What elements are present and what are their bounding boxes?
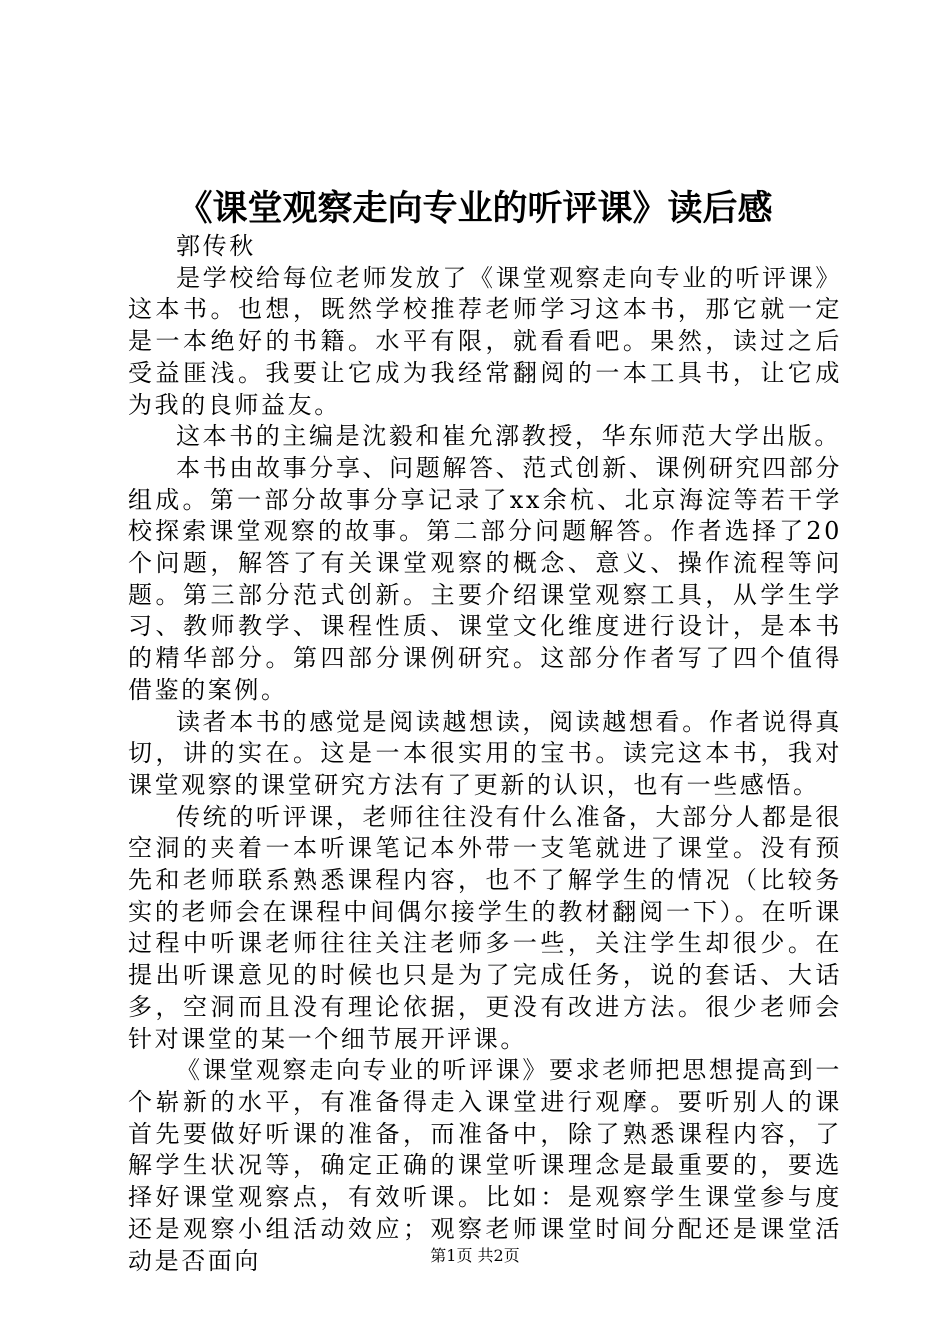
paragraph-1: 是学校给每位老师发放了《课堂观察走向专业的听评课》这本书。也想，既然学校推荐老师学习这本书，那它就一定是一本绝好的书籍。水平有限，就看看吧。果然，读过之后受益匪浅。我要让它成为我经常翻阅的一本工具书，让它成为我的良师益友。 — [128, 263, 842, 419]
author-name: 郭传秋 — [176, 232, 256, 260]
document-body — [128, 231, 842, 1277]
document-title: 《课堂观察走向专业的听评课》读后感 — [177, 188, 773, 229]
paragraph-6: 《课堂观察走向专业的听评课》要求老师把思想提高到一个崭新的水平，有准备得走入课堂进行观摩。要听别人的课首先要做好听课的准备，而准备中，除了熟悉课程内容，了解学生状况等，确定正确的课堂听课理念是最重要的，要选择好课堂观察点，有效听课。比如：是观察学生课堂参与度还是观察小组活动效应；观察老师课堂时间分配还是课堂活动是否面向 — [128, 1056, 842, 1275]
paragraph-4: 读者本书的感觉是阅读越想读，阅读越想看。作者说得真切，讲的实在。这是一本很实用的宝书。读完这本书，我对课堂观察的课堂研究方法有了更新的认识，也有一些感悟。 — [128, 707, 842, 799]
paragraph-2: 这本书的主编是沈毅和崔允漷教授，华东师范大学出版。 — [176, 422, 841, 451]
paragraph-3: 本书由故事分享、问题解答、范式创新、课例研究四部分组成。第一部分故事分享记录了xx余杭、北京海淀等若干学校探索课堂观察的故事。第二部分问题解答。作者选择了20个问题，解答了有关课堂观察的概念、意义、操作流程等问题。第三部分范式创新。主要介绍课堂观察工具，从学生学习、教师教学、课程性质、课堂文化维度进行设计，是本书的精华部分。第四部分课例研究。这部分作者写了四个值得借鉴的案例。 — [128, 453, 842, 704]
paragraph-5: 传统的听评课，老师往往没有什么准备，大部分人都是很空洞的夹着一本听课笔记本外带一支笔就进了课堂。没有预先和老师联系熟悉课程内容，也不了解学生的情况（比较务实的老师会在课程中间偶尔接学生的教材翻阅一下）。在听课过程中听课老师往往关注老师多一些，关注学生却很少。在提出听课意见的时候也只是为了完成任务，说的套话、大话多，空洞而且没有理论依据，更没有改进方法。很少老师会针对课堂的某一个细节展开评课。 — [128, 802, 842, 1053]
page-footer: 第1页 共2页 — [430, 1246, 520, 1265]
